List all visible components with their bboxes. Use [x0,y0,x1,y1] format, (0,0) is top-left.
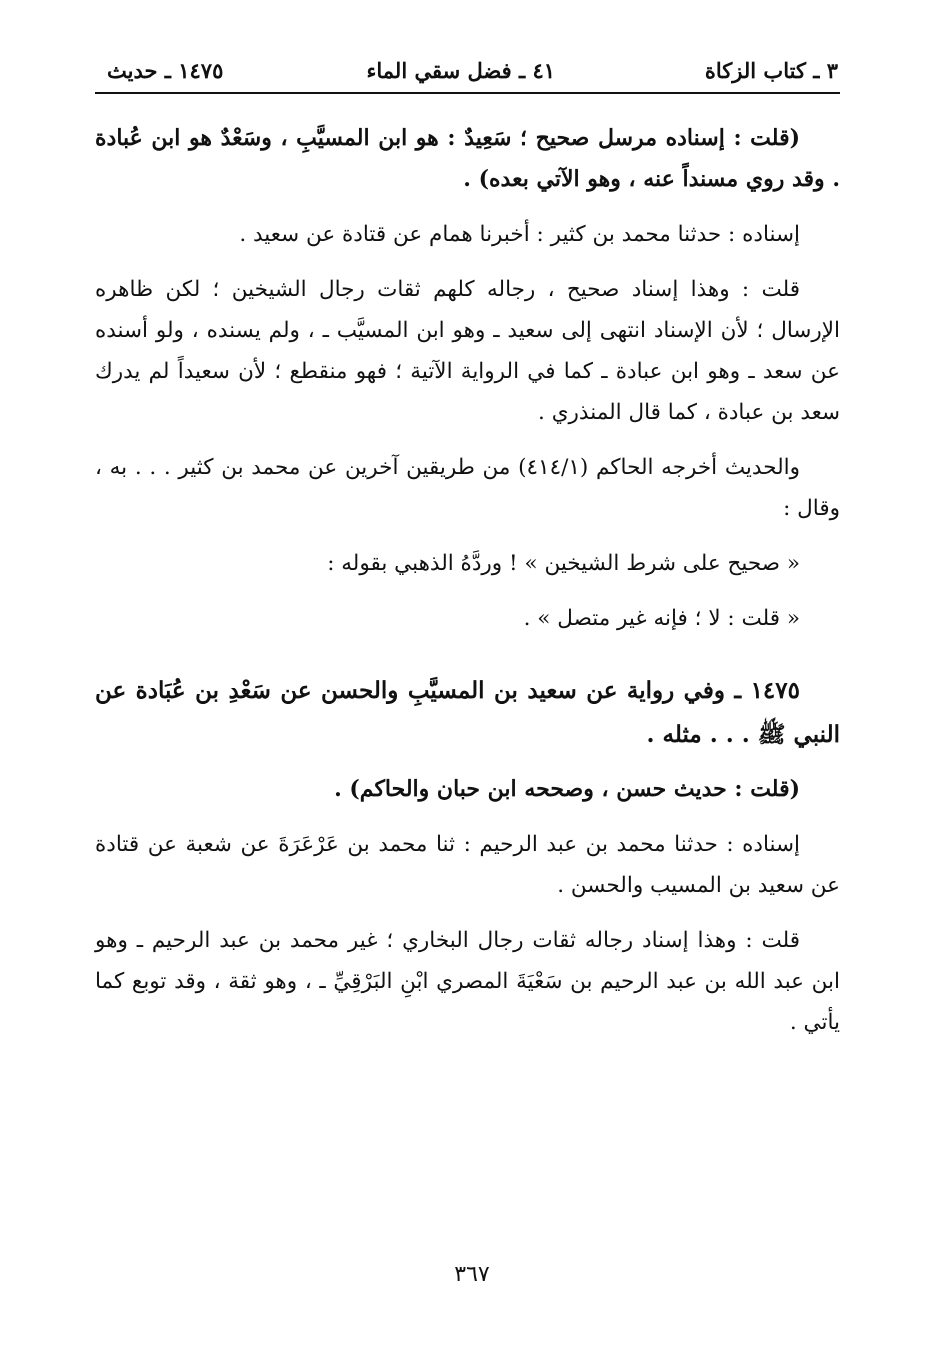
commentary-paragraph-1: قلت : وهذا إسناد صحيح ، رجاله كلهم ثقات رجال الشيخين ؛ لكن ظاهره الإرسال ؛ لأن الإسناد انتهى إلى سعيد ـ وهو ابن المسيَّب ـ ، ولم يسنده ، ولو أسنده عن سعد ـ وهو ابن عبادة ـ كما في الرواية الآتية ؛ فهو منقطع ؛ لأن سعيداً لم يدرك سعد بن عبادة ، كما قال المنذري . [95,277,841,425]
running-header [95,48,840,94]
header-chapter-title: ٤١ ـ فضل سقي الماء [366,58,555,83]
commentary-paragraph-2: والحديث أخرجه الحاكم (٤١٤/١) من طريقين آخرين عن محمد بن كثير . . . به ، وقال : [95,455,840,521]
quote-paragraph-2: « قلت : لا ؛ فإنه غير متصل » . [523,606,800,631]
ruling-paragraph-2: (قلت : حديث حسن ، وصححه ابن حبان والحاكم) . [334,776,800,802]
header-book-title: ٣ ـ كتاب الزكاة [704,58,838,83]
book-page [95,48,840,1043]
page-number: ٣٦٧ [454,1262,490,1287]
ruling-paragraph-1: (قلت : إسناده مرسل صحيح ؛ سَعِيدٌ : هو ابن المسيَّبِ ، وسَعْدٌ هو ابن عُبادة . وقد روي مسنداً عنه ، وهو الآتي بعده) . [95,125,840,192]
isnad-paragraph-2: إسناده : حدثنا محمد بن عبد الرحيم : ثنا محمد بن عَرْعَرَةَ عن شعبة عن قتادة عن سعيد بن المسيب والحسن . [95,832,840,898]
header-hadith-number: ١٤٧٥ ـ حديث [107,58,224,83]
commentary-paragraph-3: قلت : وهذا إسناد رجاله ثقات رجال البخاري ؛ غير محمد بن عبد الرحيم ـ وهو ابن عبد الله بن عبد الرحيم بن سَعْيَةَ المصري ابْنِ البَرْقِيِّ ـ ، وهو ثقة ، وقد توبع كما يأتي . [95,928,840,1035]
isnad-paragraph-1: إسناده : حدثنا محمد بن كثير : أخبرنا همام عن قتادة عن سعيد . [239,222,800,247]
hadith-text-1475: ١٤٧٥ ـ وفي رواية عن سعيد بن المسيَّبِ والحسن عن سَعْدِ بن عُبَادة عن النبي ﷺ . . . مثله . [95,677,840,748]
quote-paragraph-1: « صحيح على شرط الشيخين » ! وردَّهُ الذهبي بقوله : [327,551,800,576]
